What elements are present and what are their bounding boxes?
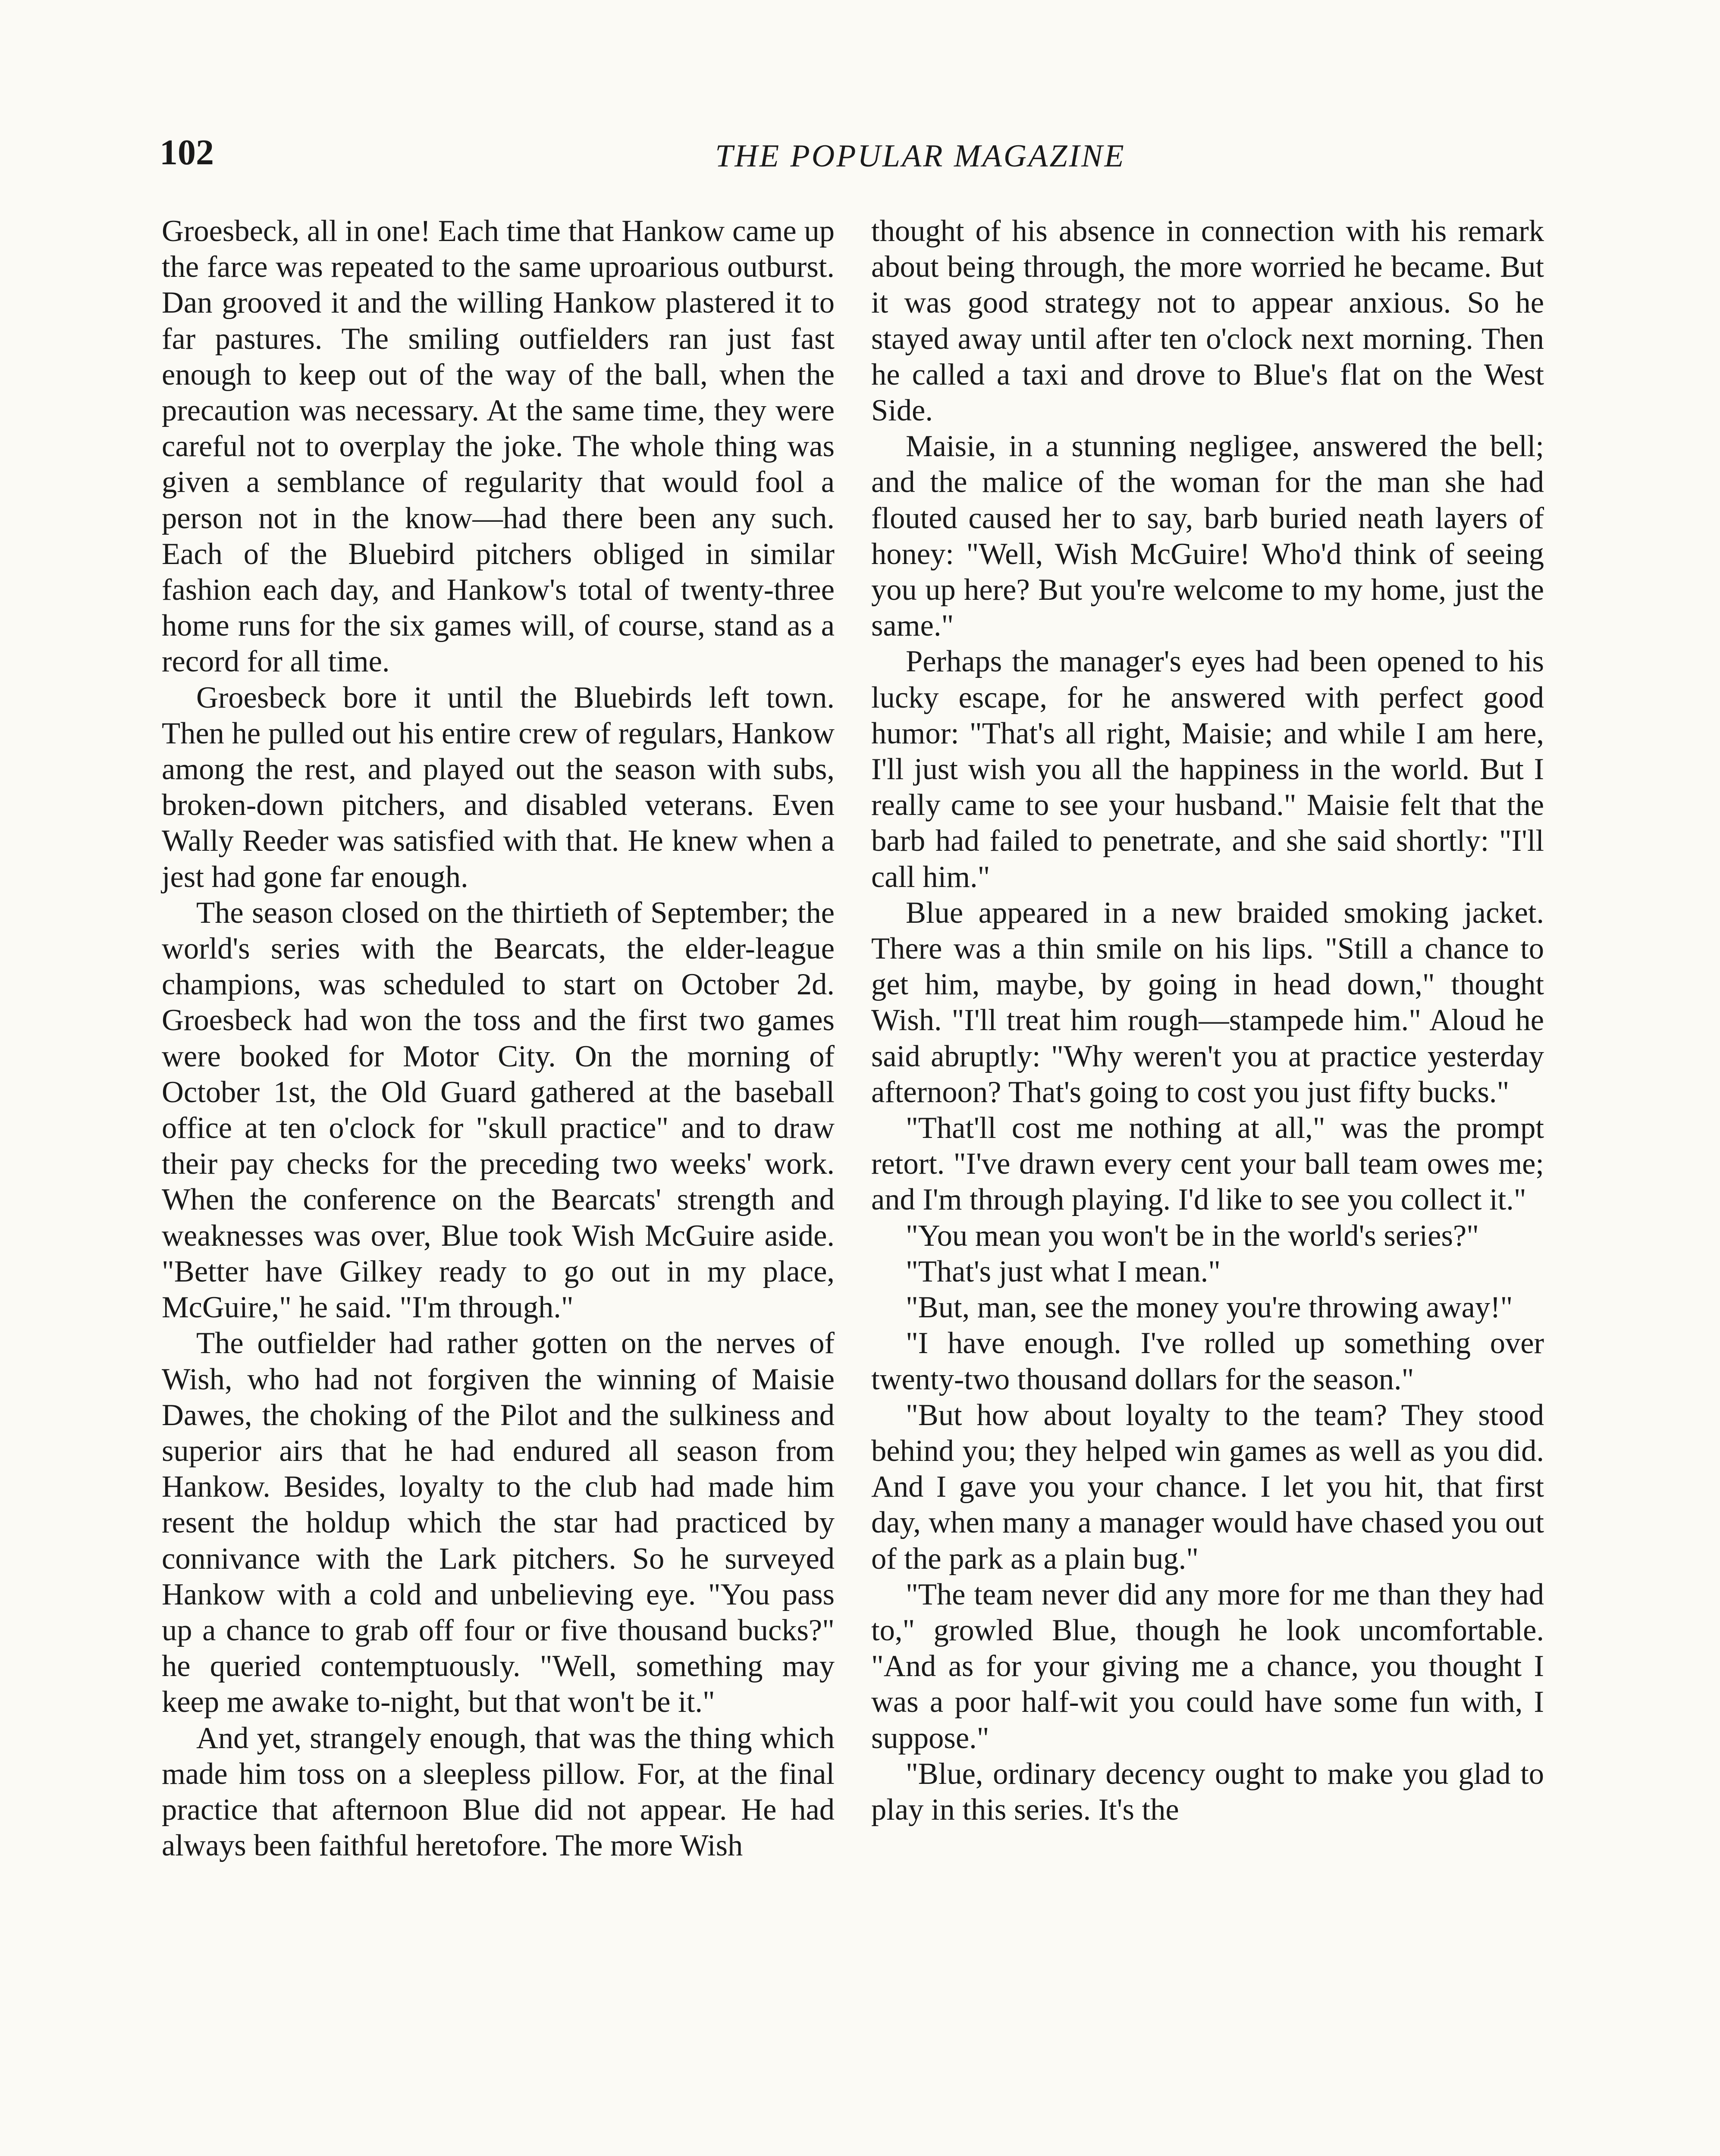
- paragraph: "That'll cost me nothing at all," was the prompt retort. "I've drawn every cent your ball team owes me; and I'm through playing. I'd like to see you collect it.": [871, 1111, 1544, 1217]
- left-column: [162, 213, 835, 1864]
- paragraph: "That's just what I mean.": [906, 1254, 1221, 1288]
- paragraph: "I have enough. I've rolled up something over twenty-two thousand dollars for the season.": [871, 1326, 1544, 1396]
- paragraph: And yet, strangely enough, that was the thing which made him toss on a sleepless pillow. For, at the final practice that afternoon Blue did not appear. He had always been faithful heretofore. The more Wish: [162, 1721, 835, 1863]
- paragraph: Blue appeared in a new braided smoking jacket. There was a thin smile on his lips. "Still a chance to get him, maybe, by going in head down," thought Wish. "I'll treat him rough—stampede him." Aloud he said abruptly: "Why weren't you at practice yesterday afternoon? That's going to cost you just fifty bucks.": [871, 896, 1544, 1109]
- paragraph: The outfielder had rather gotten on the nerves of Wish, who had not forgiven the winning of Maisie Dawes, the choking of the Pilot and the sulkiness and superior airs that he had endured all season from Hankow. Besides, loyalty to the club had made him resent the holdup which the star had practiced by connivance with the Lark pitchers. So he surveyed Hankow with a cold and unbelieving eye. "You pass up a chance to grab off four or five thousand bucks?" he queried contemptuously. "Well, something may keep me awake to-night, but that won't be it.": [162, 1326, 835, 1719]
- paragraph: Groesbeck bore it until the Bluebirds left town. Then he pulled out his entire crew of regulars, Hankow among the rest, and played out the season with subs, broken-down pitchers, and disabled veterans. Even Wally Reeder was satisfied with that. He knew when a jest had gone far enough.: [162, 680, 835, 894]
- paragraph: "But, man, see the money you're throwing away!": [906, 1291, 1513, 1325]
- right-column: [871, 213, 1544, 1828]
- paragraph: "You mean you won't be in the world's series?": [906, 1219, 1479, 1253]
- paragraph: The season closed on the thirtieth of September; the world's series with the Bearcats, the elder-league champions, was scheduled to start on October 2d. Groesbeck had won the toss and the first two games were booked for Motor City. On the morning of October 1st, the Old Guard gathered at the baseball office at ten o'clock for "skull practice" and to draw their pay checks for the preceding two weeks' work. When the conference on the Bearcats' strength and weaknesses was over, Blue took Wish McGuire aside. "Better have Gilkey ready to go out in my place, McGuire," he said. "I'm through.": [162, 896, 835, 1325]
- running-title: THE POPULAR MAGAZINE: [715, 138, 1126, 174]
- paragraph: "But how about loyalty to the team? They stood behind you; they helped win games as well as you did. And I gave you your chance. I let you hit, that first day, when many a manager would have chased you out of the park as a plain bug.": [871, 1398, 1544, 1576]
- paragraph: Groesbeck, all in one! Each time that Hankow came up the farce was repeated to the same uproarious outburst. Dan grooved it and the willing Hankow plastered it to far pastures. The smiling outfielders ran just fast enough to keep out of the way of the ball, when the precaution was necessary. At the same time, they were careful not to overplay the joke. The whole thing was given a semblance of regularity that would fool a person not in the know—had there been any such. Each of the Bluebird pitchers obliged in similar fashion each day, and Hankow's total of twenty-three home runs for the six games will, of course, stand as a record for all time.: [162, 214, 835, 679]
- paragraph: thought of his absence in connection with his remark about being through, the more worried he became. But it was good strategy not to appear anxious. So he stayed away until after ten o'clock next morning. Then he called a taxi and drove to Blue's flat on the West Side.: [871, 214, 1544, 428]
- page-number: 102: [160, 132, 214, 172]
- paragraph: Maisie, in a stunning negligee, answered the bell; and the malice of the woman for the man she had flouted caused her to say, barb buried neath layers of honey: "Well, Wish McGuire! Who'd think of seeing you up here? But you're welcome to my home, just the same.": [871, 429, 1544, 643]
- paragraph: "The team never did any more for me than they had to," growled Blue, though he look uncomfortable. "And as for your giving me a chance, you thought I was a poor half-wit you could have some fun with, I suppose.": [871, 1577, 1544, 1755]
- paragraph: "Blue, ordinary decency ought to make you glad to play in this series. It's the: [871, 1757, 1544, 1827]
- paragraph: Perhaps the manager's eyes had been opened to his lucky escape, for he answered with perfect good humor: "That's all right, Maisie; and while I am here, I'll just wish you all the happiness in the world. But I really came to see your husband." Maisie felt that the barb had failed to penetrate, and she said shortly: "I'll call him.": [871, 645, 1544, 894]
